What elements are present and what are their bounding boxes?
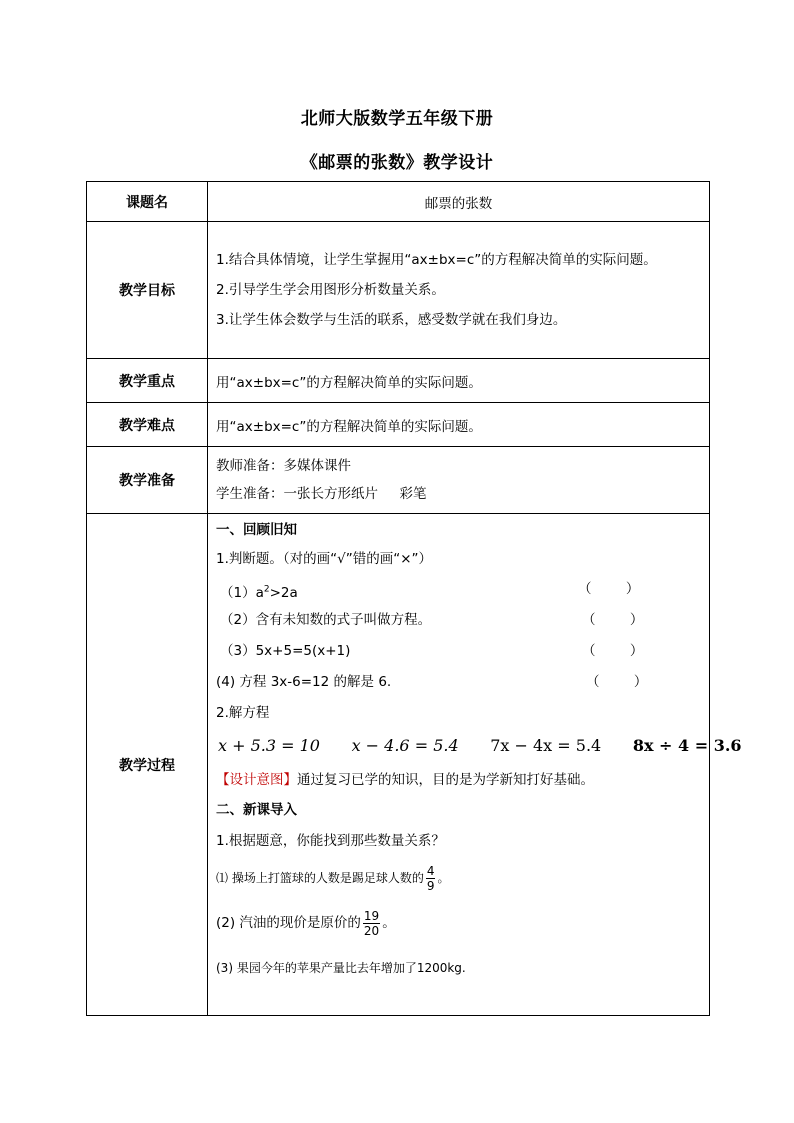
- lesson-plan-table: [86, 181, 742, 1016]
- row-goals: [87, 222, 710, 359]
- design-intent-text: 通过复习已学的知识，目的是为学新知打好基础。: [297, 772, 594, 788]
- fraction-numerator: 4: [426, 864, 435, 878]
- document-title: 北师大版数学五年级下册: [300, 109, 494, 129]
- teacher-preparation: 教师准备：多媒体课件: [216, 458, 351, 474]
- section-review-title: 一、回顾旧知: [216, 522, 297, 538]
- goal-item: 1.结合具体情境，让学生掌握用“ax±bx=c”的方程解决简单的实际问题。: [216, 252, 657, 268]
- key-point-value: 用“ax±bx=c”的方程解决简单的实际问题。: [208, 359, 710, 403]
- relation-item: (3) 果园今年的苹果产量比去年增加了1200kg.: [216, 961, 466, 975]
- fraction-numerator: 19: [363, 908, 380, 923]
- fraction-denominator: 20: [363, 923, 380, 938]
- judge-item: [216, 574, 703, 605]
- judge-question-title: 1.判断题。（对的画“√”错的画“×”）: [216, 551, 433, 567]
- answer-blank[interactable]: （ ）: [582, 612, 644, 628]
- equation: x − 4.6 = 5.4: [351, 736, 459, 755]
- row-key-point: [87, 359, 710, 403]
- judge-item-sup: 2: [263, 584, 270, 594]
- relation-item-end: 。: [382, 915, 396, 931]
- difficulty-value: 用“ax±bx=c”的方程解决简单的实际问题。: [208, 403, 710, 447]
- row-topic: [87, 182, 710, 222]
- quantity-question-title: 1.根据题意，你能找到那些数量关系？: [216, 833, 445, 849]
- process-label: 教学过程: [87, 514, 208, 1016]
- row-process: [87, 514, 710, 1016]
- relation-item-end: 。: [437, 871, 450, 885]
- goal-item: 3.让学生体会数学与生活的联系，感受数学就在我们身边。: [216, 312, 567, 328]
- row-difficulty: [87, 403, 710, 447]
- judge-item: [216, 636, 703, 667]
- goals-content: [208, 222, 710, 359]
- answer-blank[interactable]: （ ）: [578, 581, 640, 597]
- judge-item-text: （3）5x+5=5(x+1): [220, 643, 351, 659]
- topic-value: 邮票的张数: [208, 182, 710, 222]
- judge-item: [216, 605, 703, 636]
- preparation-content: [208, 447, 710, 514]
- section-new-lesson-title: 二、新课导入: [216, 802, 297, 818]
- judge-item-suffix: >2a: [269, 584, 298, 601]
- solve-equations-title: 2.解方程: [216, 705, 270, 721]
- equation: 7x − 4x = 5.4: [490, 736, 602, 755]
- relation-item-text: ⑴ 操场上打篮球的人数是踢足球人数的: [216, 871, 424, 885]
- row-preparation: [87, 447, 710, 514]
- judge-item-text: （2）含有未知数的式子叫做方程。: [220, 612, 432, 628]
- answer-blank[interactable]: （ ）: [582, 643, 644, 659]
- topic-label: 课题名: [87, 182, 208, 222]
- judge-item-text: (4) 方程 3x-6=12 的解是 6.: [216, 674, 392, 690]
- judge-item-text: （1）a: [220, 584, 264, 601]
- difficulty-label: 教学难点: [87, 403, 208, 447]
- goal-item: 2.引导学生学会用图形分析数量关系。: [216, 282, 445, 298]
- equation: x + 5.3 = 10: [218, 736, 320, 755]
- relation-item-text: (2) 汽油的现价是原价的: [216, 915, 361, 931]
- equation: 8x ÷ 4 = 3.6: [632, 736, 742, 755]
- judge-item: [216, 667, 703, 698]
- design-intent-tag: 【设计意图】: [216, 772, 297, 788]
- student-preparation: 学生准备：一张长方形纸片 彩笔: [216, 486, 427, 502]
- relation-item: [216, 858, 703, 898]
- process-content: [208, 514, 742, 1016]
- fraction-denominator: 9: [426, 879, 435, 893]
- fraction: [363, 909, 380, 938]
- fraction: [426, 864, 436, 893]
- answer-blank[interactable]: （ ）: [586, 674, 648, 690]
- document-subtitle: 《邮票的张数》教学设计: [300, 153, 494, 173]
- key-point-label: 教学重点: [87, 359, 208, 403]
- goals-label: 教学目标: [87, 222, 208, 359]
- preparation-label: 教学准备: [87, 447, 208, 514]
- design-intent: [216, 764, 703, 796]
- relation-item: [216, 898, 703, 948]
- equations-row: [216, 728, 742, 764]
